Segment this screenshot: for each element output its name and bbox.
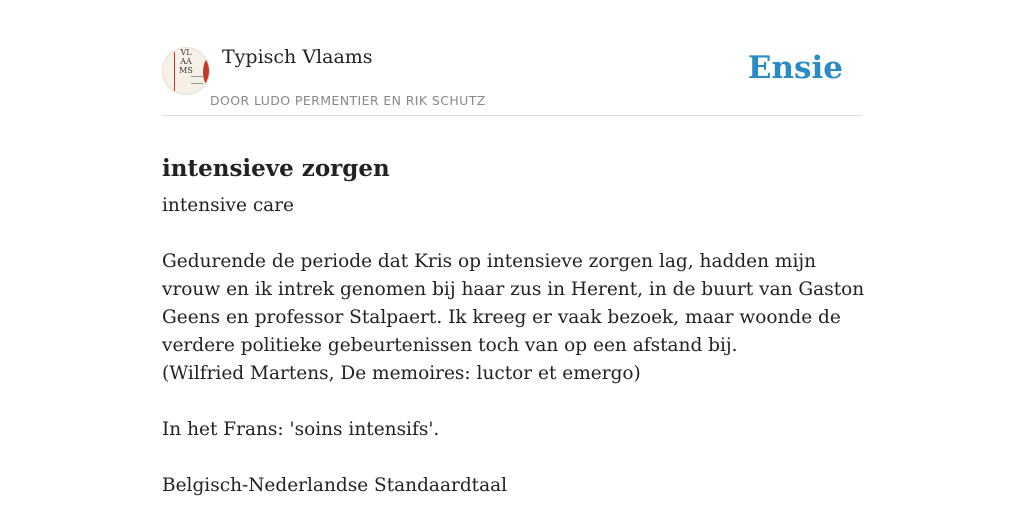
language-category: Belgisch-Nederlandse Standaardtaal bbox=[162, 475, 508, 496]
entry-body bbox=[162, 192, 867, 500]
translation: intensive care bbox=[162, 195, 295, 216]
logo-fine-print bbox=[191, 76, 203, 84]
logo-red-arc bbox=[203, 58, 210, 86]
headword: intensieve zorgen bbox=[162, 155, 390, 183]
logo-lettering: VLAAMS bbox=[179, 48, 193, 75]
french-equivalent: In het Frans: 'soins intensifs'. bbox=[162, 419, 440, 440]
logo-red-line bbox=[174, 52, 175, 92]
ensie-logo[interactable]: Ensie bbox=[747, 50, 843, 86]
book-title[interactable]: Typisch Vlaams bbox=[222, 46, 373, 68]
paragraph-spacer bbox=[162, 220, 867, 248]
byline: DOOR LUDO PERMENTIER EN RIK SCHUTZ bbox=[210, 93, 486, 108]
example-source: (Wilfried Martens, De memoires: luctor et emergo) bbox=[162, 363, 641, 384]
paragraph-spacer bbox=[162, 388, 867, 416]
paragraph-spacer bbox=[162, 444, 867, 472]
example-quote: Gedurende de periode dat Kris op intensieve zorgen lag, hadden mijn vrouw en ik intrek genomen bij haar zus in Herent, in de buurt van Gaston Geens en professor Stalpaert. Ik kreeg er vaak bezoek, maar woonde de verdere politieke gebeurtenissen toch van op een afstand bij. bbox=[162, 251, 865, 356]
book-cover-logo[interactable] bbox=[162, 47, 210, 95]
entry-header bbox=[162, 0, 862, 116]
entry-card bbox=[162, 0, 865, 512]
